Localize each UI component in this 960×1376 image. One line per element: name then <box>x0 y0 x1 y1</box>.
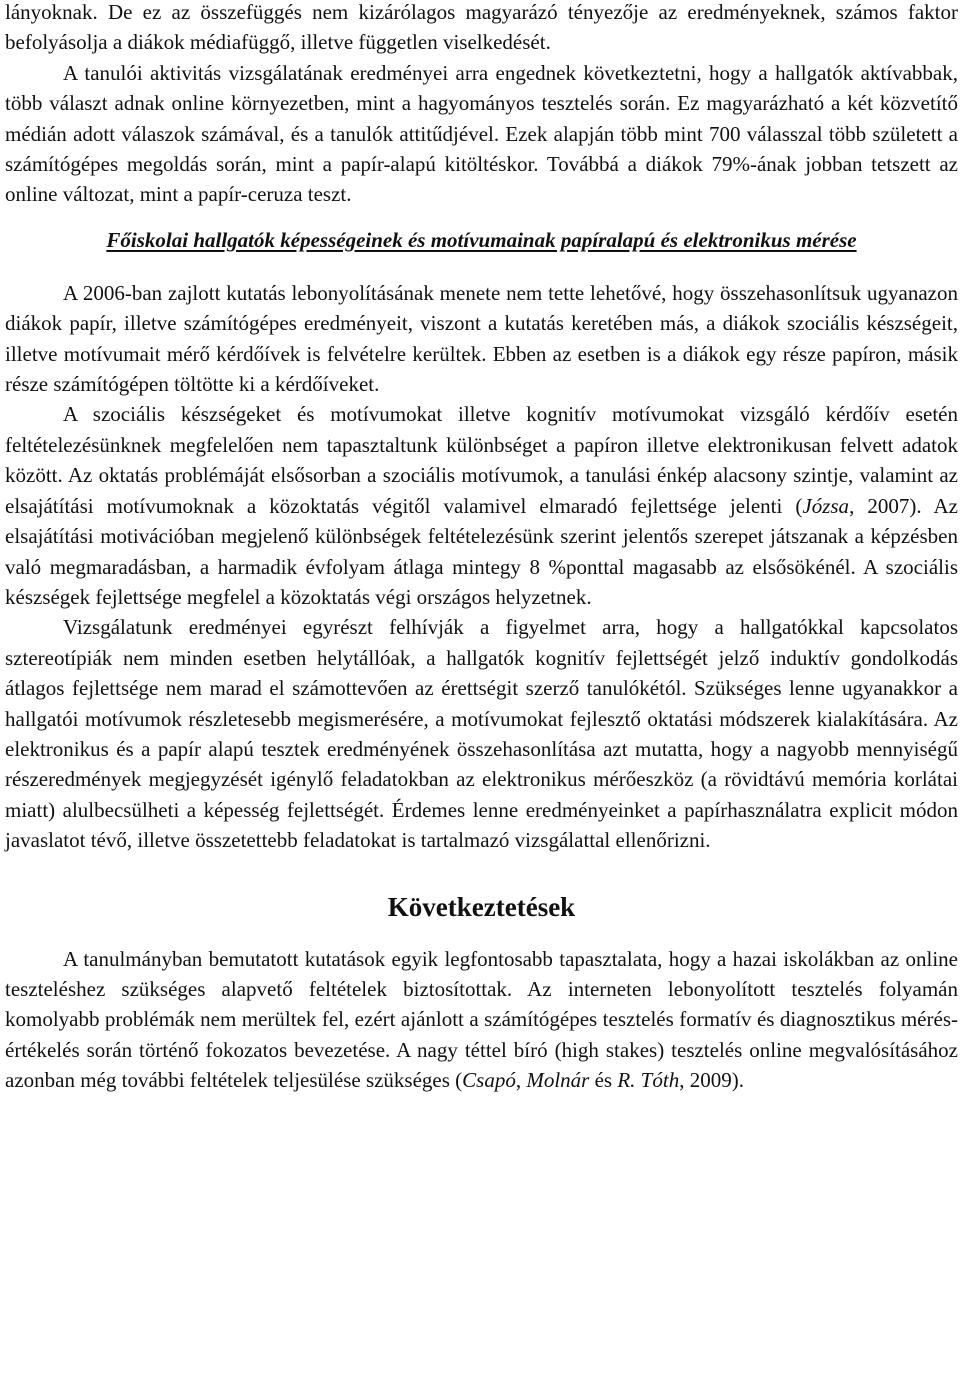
citation-separator: , <box>515 1068 527 1093</box>
document-page <box>5 0 958 1096</box>
paragraph <box>5 399 958 612</box>
paragraph: A 2006-ban zajlott kutatás lebonyolításának menete nem tette lehetővé, hogy összehasonlítsuk ugyanazon diákok papír, illetve számítógépes eredményeit, viszont a kutatás keretében más, a diákok szociális készségeit, illetve motívumait mérő kérdőívek is felvételre kerültek. Ebben az esetben is a diákok egy része papíron, másik része számítógépen töltötte ki a kérdőíveket. <box>5 280 958 397</box>
paragraph: A tanulói aktivitás vizsgálatának eredményei arra engednek következtetni, hogy a hallgatók aktívabbak, több választ adnak online környezetben, mint a hagyományos tesztelés során. Ez magyarázható a két közvetítő médián adott válaszok számával, és a tanulók attitűdjével. Ezek alapján több mint 700 válasszal több született a számítógépes megoldás során, mint a papír-alapú kitöltéskor. Továbbá a diákok 79%-ának jobban tetszett az online változat, mint a papír-ceruza teszt. <box>5 60 958 207</box>
paragraph: Vizsgálatunk eredményei egyrészt felhívják a figyelmet arra, hogy a hallgatókkal kapcsolatos sztereotípiák nem minden esetben helytállóak, a hallgatók kognitív fejlettségét jelző induktív gondolkodás átlagos fejlettsége nem marad el számottevően az érettségit szerző tanulókétól. Szükséges lenne ugyanakkor a hallgatói motívumok részletesebb megismerésére, a motívumokat fejlesztő oktatási módszerek kialakítására. Az elektronikus és a papír alapú tesztek eredményének összehasonlítása azt mutatta, hogy a nagyobb mennyiségű részeredmények megjegyzését igénylő feladatokban az elektronikus mérőeszköz (a rövidtávú memória korlátai miatt) alulbecsülheti a képesség fejlettségét. Érdemes lenne eredményeinket a papírhasználatra explicit módon javaslatot tévő, illetve összetettebb feladatokat is tartalmazó vizsgálattal ellenőrizni. <box>5 615 958 853</box>
paragraph <box>5 944 958 1096</box>
citation-author: R. Tóth <box>617 1068 680 1093</box>
citation-author: Csapó <box>462 1068 516 1093</box>
paragraph-text: A szociális készségeket és motívumokat illetve kognitív motívumokat vizsgáló kérdőív esetén feltételezésünknek megfelelően nem tapasztaltunk különbséget a papíron illetve elektronikusan felvett adatok között. Az oktatás problémáját elsősorban a szociális motívumok, a tanulási énkép alacsony szintje, valamint az elsajátítási motívumoknak a közoktatás végitől valamivel elmaradó fejlettsége jelenti ( <box>5 402 958 518</box>
section-heading: Következtetések <box>387 891 576 922</box>
paragraph-text: A tanulmányban bemutatott kutatások egyik legfontosabb tapasztalata, hogy a hazai iskolákban az online teszteléshez szükséges alapvető feltételek biztosítottak. Az interneten lebonyolított tesztelés folyamán komolyabb problémák nem merültek fel, ezért ajánlott a számítógépes tesztelés formatív és diagnosztikus mérés-értékelés során történő fokozatos bevezetése. A nagy téttel bíró (high stakes) tesztelés online megvalósításához azonban még további feltételek teljesülése szükséges ( <box>5 946 958 1093</box>
citation-author: Józsa <box>802 493 850 518</box>
paragraph: lányoknak. De ez az összefüggés nem kizárólagos magyarázó tényezője az eredményeknek, számos faktor befolyásolja a diákok médiafüggő, illetve független viselkedését. <box>5 0 958 55</box>
paragraph-text: , 2009). <box>679 1068 744 1093</box>
citation-separator: és <box>589 1068 618 1093</box>
paragraph-text: , 2007). Az elsajátítási motivációban megjelenő különbségek feltételezésünk szerint jelentős szerepet játszanak a képzésben való megmaradásban, a harmadik évfolyam átlaga mintegy 8 %ponttal magasabb az elsősökénél. A szociális készségek fejlettsége megfelel a közoktatás végi országos helyzetnek. <box>5 493 958 609</box>
section-subheading: Főiskolai hallgatók képességeinek és motívumainak papíralapú és elektronikus mérése <box>106 227 857 252</box>
citation-author: Molnár <box>526 1068 590 1093</box>
